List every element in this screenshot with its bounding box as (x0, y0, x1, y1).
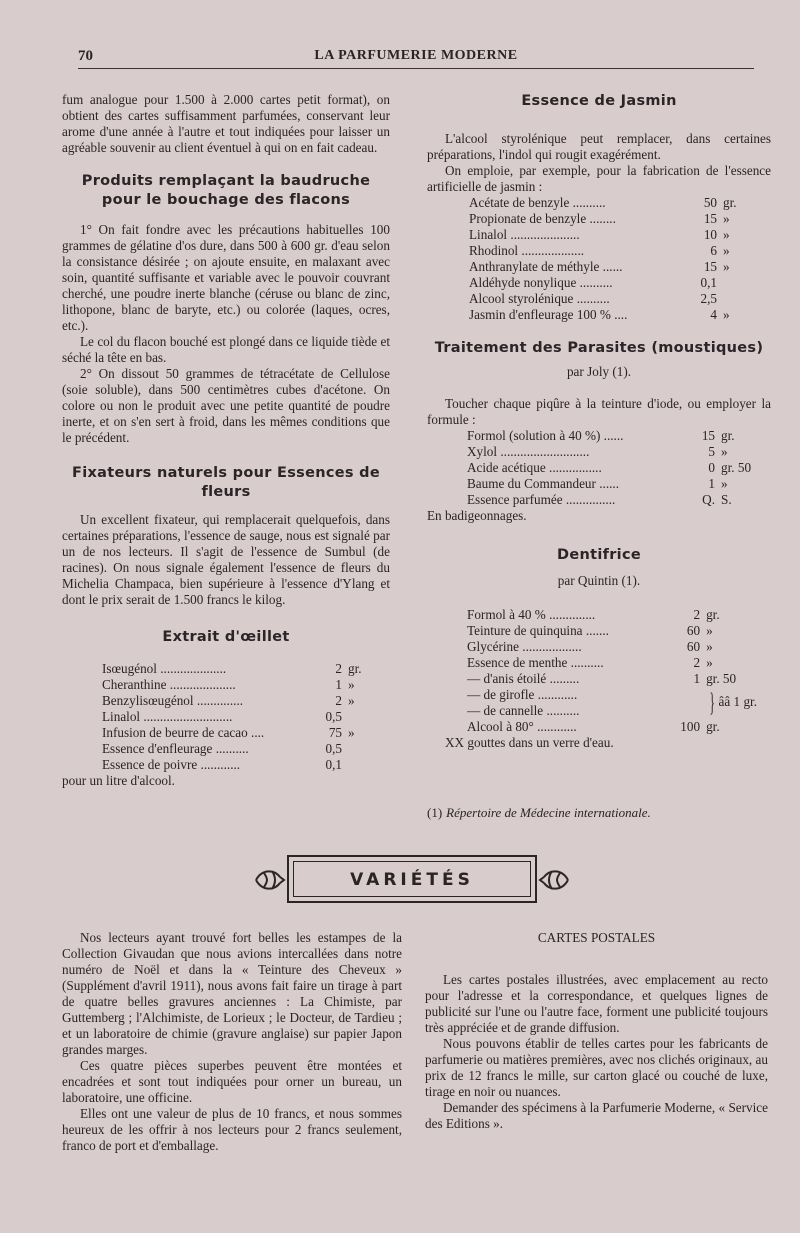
ingredient-unit: » (721, 476, 728, 491)
ingredient-name: Essence de menthe (467, 655, 568, 670)
ingredient-unit: » (721, 444, 728, 459)
ingredient-name: Jasmin d'enfleurage 100 % (469, 307, 611, 322)
ingredient-quantity: 2 (335, 661, 342, 676)
ingredient-name: Anthranylate de méthyle (469, 259, 600, 274)
recipe-row (469, 195, 769, 211)
ingredient-name: Essence d'enfleurage (102, 741, 213, 756)
leader-dots: .............. (196, 693, 244, 708)
ingredient-quantity: 15 (703, 259, 717, 274)
ingredient-quantity: 60 (686, 639, 701, 654)
running-title: LA PARFUMERIE MODERNE (314, 48, 518, 63)
recipe-row (467, 671, 757, 687)
ingredient-unit: » (348, 693, 355, 708)
recipe-row (469, 227, 769, 243)
ingredient-quantity: 1 (708, 476, 715, 491)
each-quantity (700, 687, 757, 719)
recipe-row (467, 639, 757, 655)
fleuron-right-icon (538, 863, 572, 897)
varietes-left-column (62, 930, 402, 1154)
ingredient-name: Isœugénol (102, 661, 157, 676)
recipe-footer: pour un litre d'alcool. (62, 773, 175, 788)
ingredient-quantity: 1 (693, 671, 701, 686)
ingredient-unit: gr. (721, 428, 735, 443)
recipe-row (469, 307, 769, 323)
paragraph: Un excellent fixateur, qui remplacerait quelquefois, dans certaines préparations, l'essence de sauge, nous est signalé par un de nos lecteurs. Il s'agit de l'essence de Sumbul (de racines). On nous signale également l'essence de fleurs du Michelia Champaca, bien supérieure à l'essence d'Ylang et dont le prix serait de 1.500 francs le kilog. (62, 512, 390, 607)
ingredient-unit: gr. (723, 195, 737, 210)
paragraph: On emploie, par exemple, pour la fabrication de l'essence artificielle de jasmin : (427, 163, 771, 194)
leader-dots: ............ (537, 687, 578, 702)
section-title-parasites: Traitement des Parasites (moustiques) (434, 340, 764, 356)
recipe-footer: XX gouttes dans un verre d'eau. (445, 735, 614, 750)
ingredient-name: Linalol (102, 709, 141, 724)
ingredient-unit: » (706, 655, 713, 670)
recipe-row (469, 291, 769, 307)
section-title-baudruche-2: pour le bouchage des flacons (101, 192, 351, 208)
recipe-row (467, 460, 767, 476)
ingredient-quantity: 15 (703, 211, 717, 226)
leader-dots: ......... (549, 671, 580, 686)
recipe-row (467, 623, 757, 639)
recipe-row (469, 243, 769, 259)
ingredient-quantity: 2 (693, 655, 701, 670)
section-title-fixateurs: Fixateurs naturels pour Essences de fleurs (72, 465, 380, 500)
paragraph: Nos lecteurs ayant trouvé fort belles les estampes de la Collection Givaudan que nous avions intercallées dans notre numéro de Noël et dans la « Teinture des Cheveux » (Supplément d'avril 1911), nous avons fait faire un tirage à part de quatre belles gravures anciennes : La Chimiste, par Guttemberg ; l'Alchimiste, de Lorieux ; le Docteur, de Tardieu ; et un laboratoire de chimie (gravure anglaise) sur papier Japon grandes marges. (62, 930, 402, 1057)
recipe-row (467, 444, 767, 460)
ingredient-name: Glycérine (467, 639, 519, 654)
ingredient-name: Linalol (469, 227, 508, 242)
ingredient-unit: » (723, 211, 730, 226)
ingredient-name: Essence parfumée (467, 492, 563, 507)
recipe-row (469, 275, 769, 291)
recipe-row (102, 741, 370, 757)
recipe-row (467, 719, 757, 735)
ingredient-quantity: 50 (703, 195, 717, 210)
paragraph: Nous pouvons établir de telles cartes pour les fabricants de parfumerie ou matières premières, avec nos clichés originaux, au prix de 12 francs le mille, sur carton glacé ou couché de luxe, tirage en noir ou nuances. (425, 1036, 768, 1099)
ingredient-quantity: 0 (708, 460, 715, 475)
ingredient-name: — de cannelle (467, 703, 544, 718)
paragraph: Ces quatre pièces superbes peuvent être montées et encadrées et sont tout indiquées pour orner un bureau, un laboratoire, une officine. (62, 1058, 402, 1105)
leader-dots: ...... (602, 259, 623, 274)
paragraph: Elles ont une valeur de plus de 10 francs, et nous sommes heureux de les offrir à nos lecteurs pour 2 francs seulement, franco de port et d'emballage. (62, 1106, 402, 1153)
page-header (78, 46, 754, 69)
varietes-banner (252, 855, 572, 905)
leader-dots: ............ (200, 757, 241, 772)
ingredient-quantity: 10 (703, 227, 717, 242)
ingredient-quantity: 2 (335, 693, 342, 708)
ingredient-name: Xylol (467, 444, 498, 459)
recipe-row (102, 725, 370, 741)
leader-dots: .......... (579, 275, 613, 290)
brace-icon: } (709, 688, 716, 717)
ingredient-unit: » (706, 639, 713, 654)
ingredient-name: Acide acétique (467, 460, 546, 475)
ingredient-quantity: 0,1 (325, 757, 342, 772)
recipe-row (467, 476, 767, 492)
paragraph: Le col du flacon bouché est plongé dans ce liquide tiède et séché la tête en bas. (62, 334, 390, 365)
ingredient-quantity: Q. (702, 492, 715, 507)
ingredient-unit (717, 275, 769, 291)
fleuron-left-icon (252, 863, 286, 897)
recipe-dentifrice (467, 607, 757, 735)
leader-dots: ..................... (510, 227, 580, 242)
paragraph: Les cartes postales illustrées, avec emplacement au recto pour l'adresse et la correspondance, et quelques lignes de publicité sur l'une ou l'autre face, forment une publicité toujours très appréciée et de grande diffusion. (425, 972, 768, 1035)
intro-paragraph: fum analogue pour 1.500 à 2.000 cartes petit format), on obtient des cartes suffisamment parfumées, conservant leur arome d'une année à l'autre et tout indiquées pour laisser un agréable souvenir au client éventuel à qui on en fait cadeau. (62, 92, 390, 155)
ingredient-name: Aldéhyde nonylique (469, 275, 577, 290)
ingredient-name: Benzylisœugénol (102, 693, 194, 708)
ingredient-name: Formol à 40 % (467, 607, 546, 622)
ingredient-unit: » (348, 677, 355, 692)
leader-dots: ................ (549, 460, 602, 475)
section-title-oeillet: Extrait d'œillet (162, 629, 290, 645)
leader-dots: .... (614, 307, 628, 322)
ingredient-unit (342, 709, 370, 725)
ingredient-unit: gr. 50 (706, 671, 737, 686)
recipe-footer: En badigeonnages. (427, 508, 527, 523)
ingredient-name: Rhodinol (469, 243, 519, 258)
ingredient-quantity (663, 687, 700, 703)
ingredient-quantity: 6 (710, 243, 717, 258)
leader-dots: ........................... (500, 444, 590, 459)
ingredient-unit: gr. (348, 661, 362, 676)
paragraph: 1° On fait fondre avec les précautions habituelles 100 grammes de gélatine d'os dure, dans 500 à 600 gr. d'eau selon la consistance désirée ; on ajoute ensuite, en malaxant avec soin, quantité suffisante et variable avec le pouvoir couvrant cherché, une poudre inerte blanche (céruse ou blanc de zinc, lithopone, blanc de baryte, etc.) ou colorée (laques, ocres, etc.). (62, 222, 390, 333)
leader-dots: ................... (521, 243, 585, 258)
recipe-row (469, 259, 769, 275)
recipe-oeillet (102, 661, 370, 773)
leader-dots: .................... (169, 677, 236, 692)
ingredient-name: Baume du Commandeur (467, 476, 596, 491)
ingredient-unit: gr. 50 (721, 460, 752, 475)
paragraph: Toucher chaque piqûre à la teinture d'iode, ou employer la formule : (427, 396, 771, 427)
leader-dots: .......... (572, 195, 606, 210)
ingredient-quantity: 0,5 (325, 709, 342, 724)
ingredient-quantity: 15 (701, 428, 715, 443)
recipe-row (102, 661, 370, 677)
leader-dots: ....... (585, 623, 609, 638)
recipe-row (102, 693, 370, 709)
ingredient-quantity: 75 (328, 725, 342, 740)
ingredient-name: Propionate de benzyle (469, 211, 587, 226)
recipe-row (467, 655, 757, 671)
ingredient-name: Infusion de beurre de cacao (102, 725, 248, 740)
ingredient-unit: » (706, 623, 713, 638)
ingredient-quantity (663, 703, 700, 719)
ingredient-name: Alcool à 80° (467, 719, 534, 734)
recipe-row (102, 757, 370, 773)
leader-dots: ...... (603, 428, 624, 443)
ingredient-name: Alcool styrolénique (469, 291, 574, 306)
ingredient-unit: » (723, 243, 730, 258)
recipe-parasites (467, 428, 767, 508)
ingredient-name: Formol (solution à 40 %) (467, 428, 601, 443)
ingredient-unit: » (723, 307, 730, 322)
ingredient-quantity: 2,5 (700, 291, 717, 306)
banner-frame (287, 855, 537, 903)
leader-dots: .......... (570, 655, 604, 670)
paragraph: L'alcool styrolénique peut remplacer, dans certaines préparations, l'indol qui rougit exagérément. (427, 131, 771, 162)
leader-dots: ........................... (143, 709, 233, 724)
each-quantity-label: ââ 1 gr. (718, 694, 757, 710)
ingredient-name: Teinture de quinquina (467, 623, 583, 638)
paragraph: Demander des spécimens à la Parfumerie Moderne, « Service des Editions ». (425, 1100, 768, 1131)
ingredient-quantity: 100 (680, 719, 701, 734)
ingredient-name: Essence de poivre (102, 757, 198, 772)
ingredient-unit (717, 291, 769, 307)
paragraph: 2° On dissout 50 grammes de tétracétate de Cellulose (soie soluble), dans 500 centimètres cubes d'acétone. On colore ou non le produit avec une petite quantité de poudre inerte, et on s'en sert à froid, dans les mêmes conditions que le précédent. (62, 366, 390, 445)
recipe-row (467, 607, 757, 623)
ingredient-quantity: 1 (335, 677, 342, 692)
leader-dots: ............... (565, 492, 616, 507)
leader-dots: ............ (537, 719, 577, 734)
leader-dots: .......... (576, 291, 610, 306)
banner-label: VARIÉTÉS (350, 870, 474, 890)
ingredient-name: — de girofle (467, 687, 535, 702)
recipe-row (467, 687, 757, 703)
varietes-right-column (425, 930, 768, 1132)
page-number: 70 (78, 48, 93, 64)
recipe-jasmin (469, 195, 769, 323)
footnote-text: Répertoire de Médecine internationale. (446, 805, 651, 820)
ingredient-unit: S. (721, 492, 732, 507)
ingredient-unit: » (348, 725, 355, 740)
recipe-row (102, 677, 370, 693)
ingredient-unit: gr. (706, 719, 720, 734)
leader-dots: .......... (546, 703, 580, 718)
ingredient-unit: gr. (706, 607, 720, 622)
leader-dots: .... (251, 725, 265, 740)
footnote (427, 804, 771, 822)
ingredient-quantity: 2 (693, 607, 701, 622)
ingredient-quantity: 0,1 (700, 275, 717, 290)
ingredient-quantity: 5 (708, 444, 715, 459)
ingredient-quantity: 60 (686, 623, 701, 638)
leader-dots: .................... (160, 661, 227, 676)
recipe-row (467, 428, 767, 444)
ingredient-quantity: 0,5 (325, 741, 342, 756)
leader-dots: .................. (522, 639, 582, 654)
left-column (62, 92, 390, 789)
recipe-row (469, 211, 769, 227)
ingredient-name: Cheranthine (102, 677, 167, 692)
section-title-dentifrice: Dentifrice (557, 547, 641, 563)
leader-dots: ...... (599, 476, 619, 491)
author-quintin: par Quintin (1). (557, 573, 641, 588)
footnote-number: (1) (427, 805, 443, 820)
ingredient-unit (342, 741, 370, 757)
recipe-row (467, 492, 767, 508)
recipe-row (102, 709, 370, 725)
ingredient-quantity: 4 (710, 307, 717, 322)
leader-dots: .............. (549, 607, 596, 622)
ingredient-unit: » (723, 227, 730, 242)
leader-dots: .......... (215, 741, 249, 756)
ingredient-unit: » (723, 259, 730, 274)
ingredient-name: Acétate de benzyle (469, 195, 570, 210)
section-title-jasmin: Essence de Jasmin (521, 93, 677, 109)
right-column (427, 92, 771, 751)
author-joly: par Joly (1). (566, 364, 632, 379)
ingredient-unit (342, 757, 370, 773)
ingredient-name: — d'anis étoilé (467, 671, 547, 686)
section-title-baudruche-1: Produits remplaçant la baudruche (81, 173, 371, 189)
cartes-postales-title: CARTES POSTALES (537, 930, 656, 945)
leader-dots: ........ (589, 211, 616, 226)
